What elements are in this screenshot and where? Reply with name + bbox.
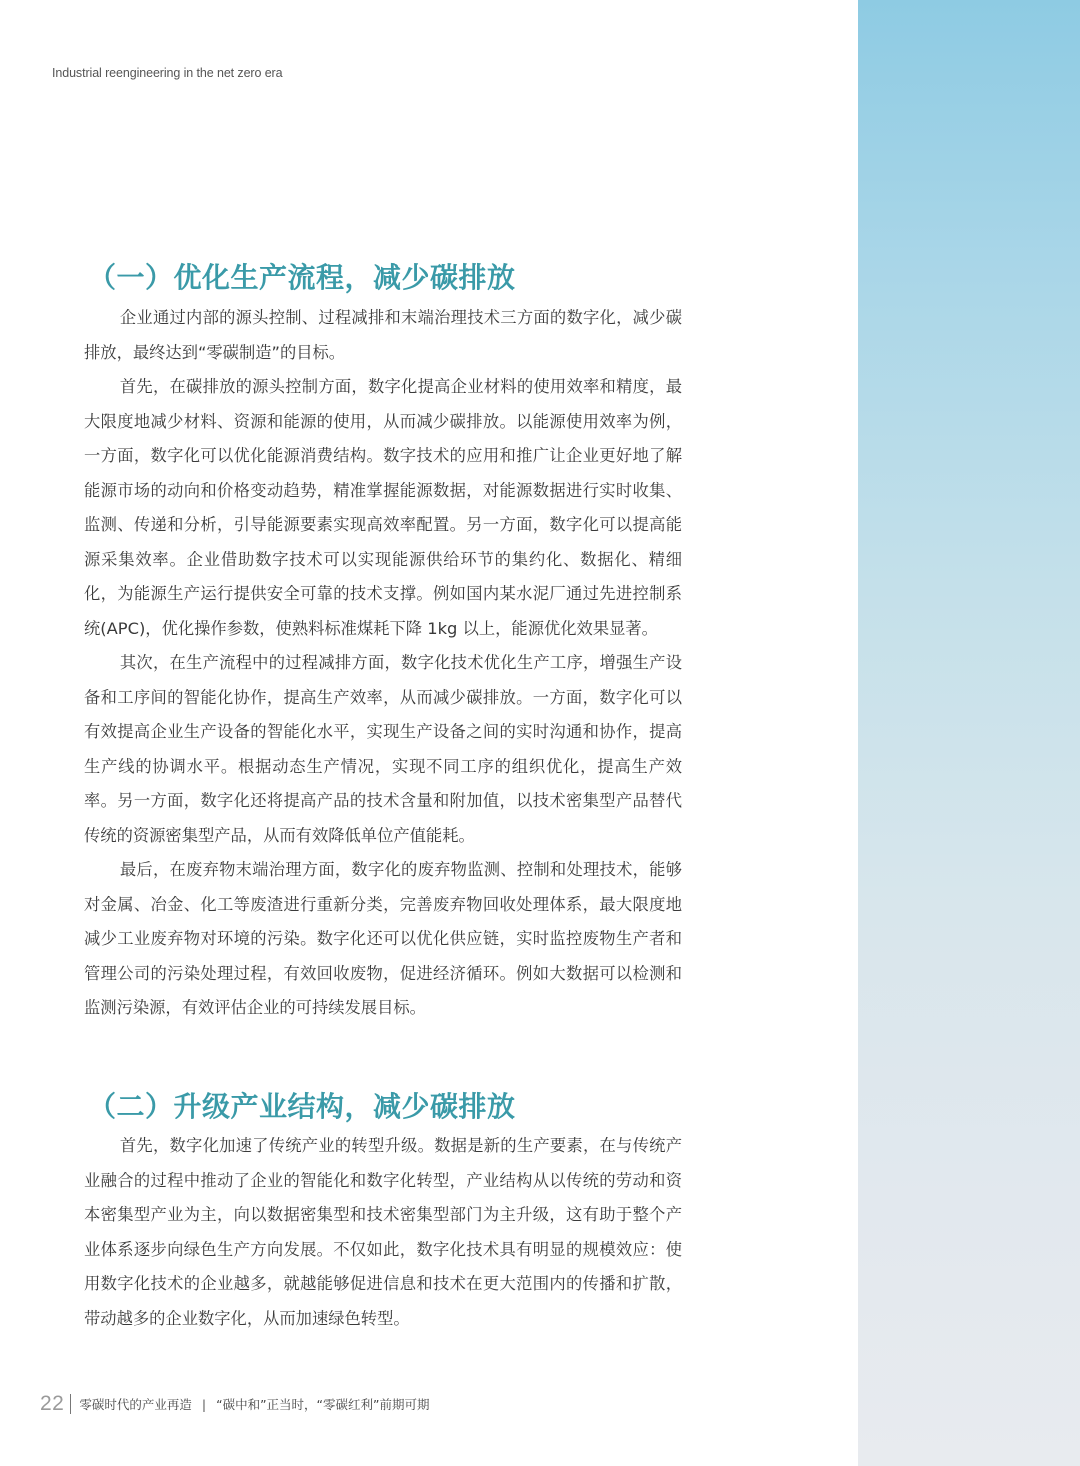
- footer-report-title: 零碳时代的产业再造: [79, 1397, 192, 1412]
- paragraph: 其次，在生产流程中的过程减排方面，数字化技术优化生产工序，增强生产设备和工序间的智能化协作，提高生产效率，从而减少碳排放。一方面，数字化可以有效提高企业生产设备的智能化水平，实现生产设备之间的实时沟通和协作，提高生产线的协调水平。根据动态生产情况，实现不同工序的组织优化，提高生产效率。另一方面，数字化还将提高产品的技术含量和附加值，以技术密集型产品替代传统的资源密集型产品，从而有效降低单位产值能耗。: [84, 653, 682, 845]
- paragraph: 最后，在废弃物末端治理方面，数字化的废弃物监测、控制和处理技术，能够对金属、冶金、化工等废渣进行重新分类，完善废弃物回收处理体系，最大限度地减少工业废弃物对环境的污染。数字化还可以优化供应链，实时监控废物生产者和管理公司的污染处理过程，有效回收废物，促进经济循环。例如大数据可以检测和监测污染源，有效评估企业的可持续发展目标。: [84, 860, 682, 1017]
- section-1-title: （一）优化生产流程，减少碳排放: [88, 261, 516, 295]
- footer-divider: [70, 1394, 71, 1414]
- page-number: 22: [40, 1392, 65, 1415]
- running-header: Industrial reengineering in the net zero era: [52, 66, 283, 80]
- section-1-body: [84, 301, 682, 1026]
- section-2-body: [84, 1129, 682, 1336]
- section-2-title: （二）升级产业结构，减少碳排放: [88, 1090, 516, 1124]
- page-footer: [40, 1390, 430, 1418]
- paragraph: 首先，在碳排放的源头控制方面，数字化提高企业材料的使用效率和精度，最大限度地减少材料、资源和能源的使用，从而减少碳排放。以能源使用效率为例，一方面，数字化可以优化能源消费结构。数字技术的应用和推广让企业更好地了解能源市场的动向和价格变动趋势，精准掌握能源数据，对能源数据进行实时收集、监测、传递和分析，引导能源要素实现高效率配置。另一方面，数字化可以提高能源采集效率。企业借助数字技术可以实现能源供给环节的集约化、数据化、精细化，为能源生产运行提供安全可靠的技术支撑。例如国内某水泥厂通过先进控制系统(APC)，优化操作参数，使熟料标准煤耗下降 1kg 以上，能源优化效果显著。: [84, 377, 682, 638]
- paragraph: 企业通过内部的源头控制、过程减排和末端治理技术三方面的数字化，减少碳排放，最终达到“零碳制造”的目标。: [84, 308, 682, 362]
- footer-chapter-title: “碳中和”正当时，“零碳红利”前期可期: [216, 1397, 430, 1412]
- paragraph: 首先，数字化加速了传统产业的转型升级。数据是新的生产要素，在与传统产业融合的过程中推动了企业的智能化和数字化转型，产业结构从以传统的劳动和资本密集型产业为主，向以数据密集型和技术密集型部门为主升级，这有助于整个产业体系逐步向绿色生产方向发展。不仅如此，数字化技术具有明显的规模效应：使用数字化技术的企业越多，就越能够促进信息和技术在更大范围内的传播和扩散，带动越多的企业数字化，从而加速绿色转型。: [84, 1136, 682, 1328]
- footer-separator: |: [201, 1396, 207, 1412]
- decorative-side-band: [858, 0, 1080, 1466]
